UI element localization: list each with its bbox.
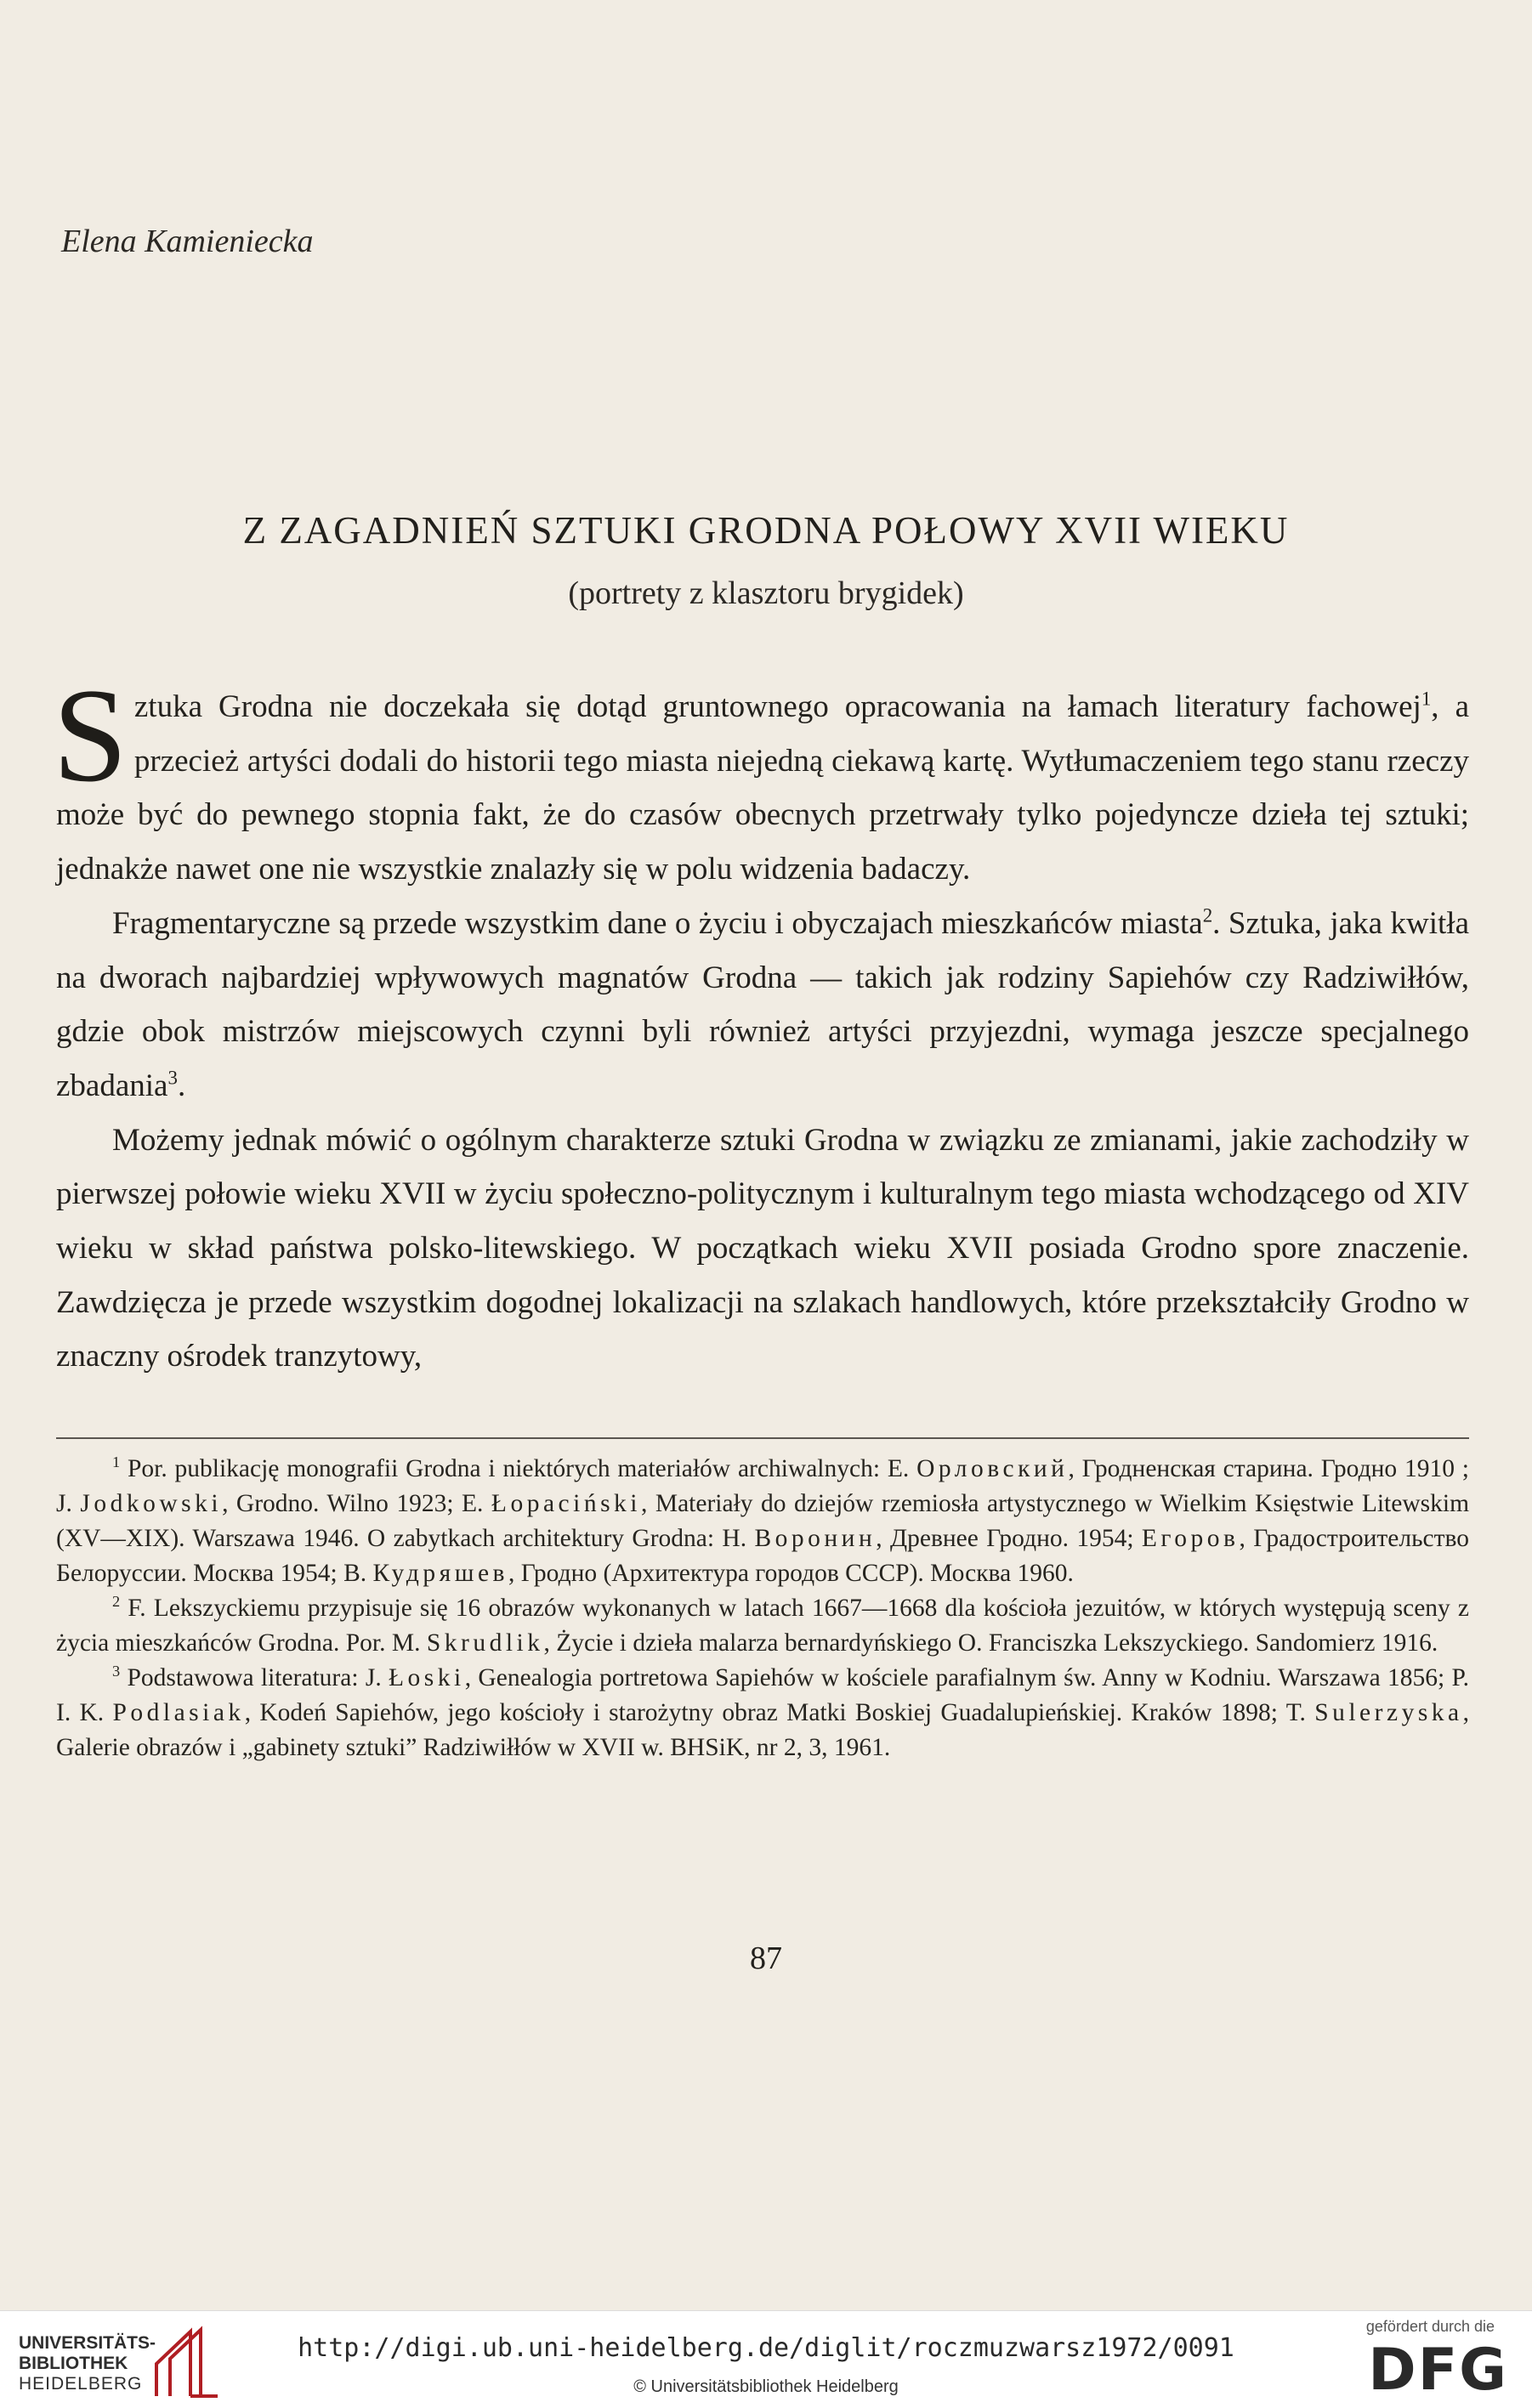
copyright-notice: © Universitätsbibliothek Heidelberg	[633, 2377, 899, 2396]
author-name: Elena Kamieniecka	[61, 224, 314, 259]
paragraph-text: , a przecież artyści dodali do historii tego miasta niejedną ciekawą kartę. Wytłumaczeniem tego stanu rzeczy może być do pewnego stopnia fakt, że do czasów obecnych przetrwały tylko pojedyncze dzieła tej sztuki; jednakże nawet one nie wszystkie znalazły się w polu widzenia badaczy.	[56, 689, 1469, 887]
footnote-number: 3	[112, 1663, 121, 1680]
footnote-ref[interactable]: 2	[1202, 904, 1213, 926]
library-name-line2: BIBLIOTHEK	[19, 2354, 128, 2373]
library-name-line1: UNIVERSITÄTS-	[19, 2333, 156, 2353]
footnote-3	[56, 1661, 1469, 1765]
paragraph-2	[56, 897, 1469, 1113]
footnote-text: , Materiały do dziejów rzemiosła artystycznego w Wielkim Księstwie Litewskim (XV—XIX). Warszawa 1946. O zabytkach architektury Grodna: Н.	[56, 1490, 1470, 1552]
cited-author: Егоров	[1141, 1525, 1240, 1552]
footnote-text: Por. publikację monografii Grodna i niektórych materiałów archiwalnych: Е.	[127, 1455, 910, 1482]
paragraph-text: ztuka Grodna nie doczekała się dotąd gruntownego opracowania na łamach literatury fachowej	[133, 689, 1421, 724]
cited-author: Skrudlik	[426, 1629, 544, 1657]
article-title: Z ZAGADNIEŃ SZTUKI GRODNA POŁOWY XVII WIEKU	[242, 509, 1290, 552]
cited-author: Podlasiak	[112, 1699, 245, 1726]
footnote-text: , Genealogia portretowa Sapiehów w kościele parafialnym św. Anny w Kodniu. Warszawa 1856; P. I. K.	[56, 1664, 1470, 1726]
paragraph-text: . Sztuka, jaka kwitła na dworach najbardziej wpływowych magnatów Grodna — takich jak rodziny Sapiehów czy Radziwiłłów, gdzie obok mistrzów miejscowych czynni byli również artyści przyjezdni, wymaga jeszcze specjalnego zbadania	[56, 905, 1469, 1103]
footnote-separator	[56, 1437, 1469, 1439]
paragraph-text: .	[177, 1068, 186, 1103]
footnote-text: , Kodeń Sapiehów, jego kościoły i starożytny obraz Matki Boskiej Guadalupieńskiej. Kraków 1898; T.	[244, 1699, 1306, 1726]
dfg-logo[interactable]: DFG	[1368, 2337, 1508, 2404]
footnote-text: , Życie i dzieła malarza bernardyńskiego O. Franciszka Lekszyckiego. Sandomierz 1916.	[543, 1629, 1438, 1657]
footnotes	[56, 1452, 1469, 1765]
footnote-number: 1	[112, 1453, 121, 1471]
body-text	[53, 661, 1469, 1384]
cited-author: Łoski	[389, 1664, 465, 1691]
article-subtitle: (portrety z klasztoru brygidek)	[568, 575, 964, 611]
cited-author: Орловский	[916, 1455, 1069, 1482]
footnote-ref[interactable]: 3	[167, 1067, 178, 1089]
footnote-text: , Galerie obrazów i „gabinety sztuki” Radziwiłłów w XVII w. BHSiK, nr 2, 3, 1961.	[56, 1699, 1470, 1761]
footnote-text: F. Lekszyckiemu przypisuje się 16 obrazów wykonanych w latach 1667—1668 dla kościoła jezuitów, w których występują sceny z życia mieszkańców Grodna. Por. M.	[56, 1595, 1469, 1657]
footnote-2	[56, 1591, 1469, 1661]
drop-cap: S	[53, 661, 128, 810]
cited-author: Jodkowski	[80, 1490, 223, 1517]
paragraph-text: Fragmentaryczne są przede wszystkim dane o życiu i obyczajach mieszkańców miasta	[112, 905, 1203, 941]
permalink-url[interactable]: http://digi.ub.uni-heidelberg.de/diglit/roczmuzwarsz1972/0091	[298, 2333, 1234, 2363]
footnote-text: , Гродно (Архитектура городов СССР). Москва 1960.	[508, 1560, 1074, 1587]
footnote-number: 2	[112, 1593, 121, 1611]
cited-author: Sulerzyska	[1314, 1699, 1463, 1726]
paragraph-3: Możemy jednak mówić o ogólnym charakterze sztuki Grodna w związku ze zmianami, jakie zachodziły w pierwszej połowie wieku XVII w życiu społeczno-politycznym i kulturalnym tego miasta wchodzącego od XIV wieku w skład państwa polsko-litewskiego. W początkach wieku XVII posiada Grodno spore znaczenie. Zawdzięcza je przede wszystkim dogodnej lokalizacji na szlakach handlowych, które przekształciły Grodno w znaczny ośrodek tranzytowy,	[56, 1122, 1469, 1374]
footnote-text: , Гродненская старина. Гродно 1910 ; J.	[56, 1455, 1469, 1517]
footer-bar	[0, 2310, 1532, 2408]
footnote-text: , Градостроительство Белоруссии. Москва 1954; В.	[56, 1525, 1470, 1587]
footnote-text: Podstawowa literatura: J.	[127, 1664, 382, 1691]
cited-author: Воронин	[754, 1525, 877, 1552]
funding-caption: gefördert durch die	[1365, 2318, 1495, 2335]
cited-author: Кудряшев	[372, 1560, 508, 1587]
footnote-ref[interactable]: 1	[1421, 688, 1432, 710]
paragraph-1	[53, 661, 1469, 897]
footnote-text: , Древнее Гродно. 1954;	[876, 1525, 1134, 1552]
footnote-text: , Grodno. Wilno 1923; E.	[222, 1490, 484, 1517]
library-name-line3: HEIDELBERG	[19, 2374, 143, 2394]
footnote-1	[56, 1452, 1469, 1591]
cited-author: Łopaciński	[491, 1490, 642, 1517]
page-number: 87	[750, 1941, 782, 1976]
